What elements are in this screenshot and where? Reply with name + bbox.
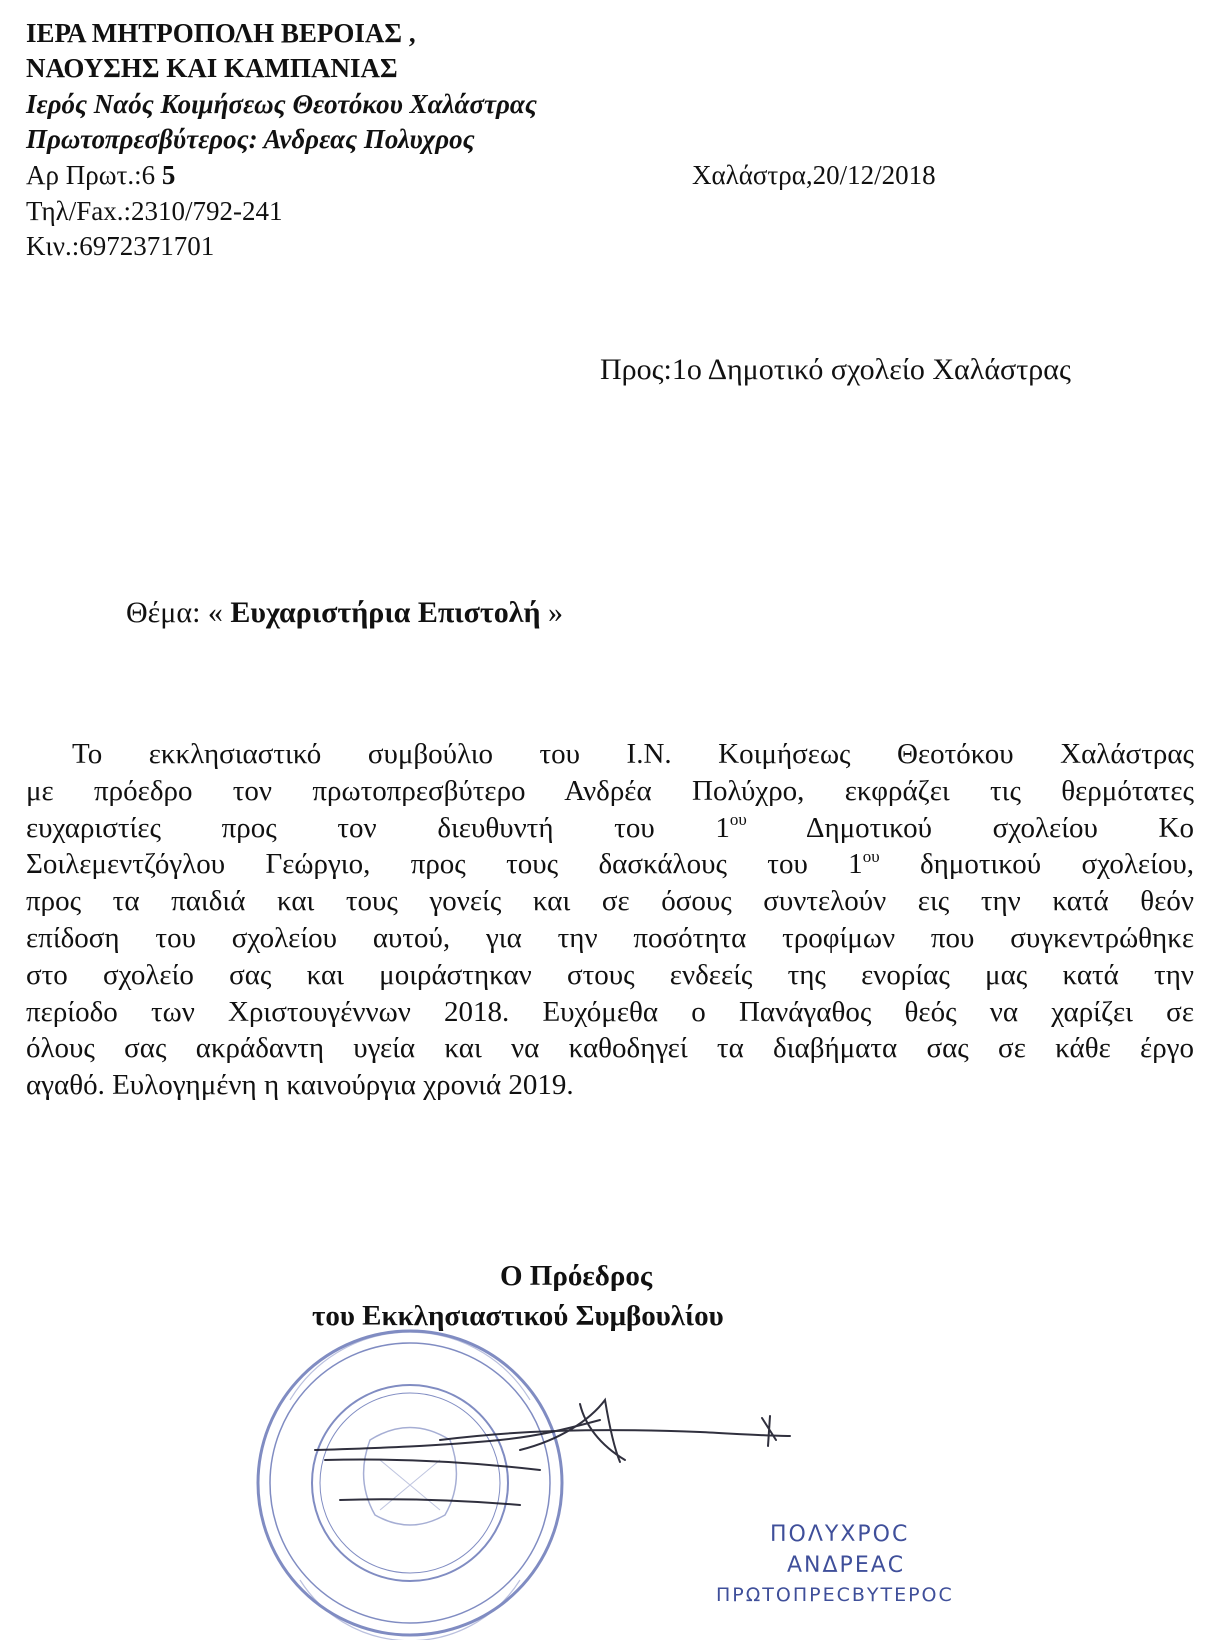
place-date: Χαλάστρα,20/12/2018 [692,160,936,190]
body-line: στο σχολείο σας και μοιράστηκαν στους ενδεείς της ενορίας μας κατά την [26,958,1194,991]
protocol-value: 5 [161,160,176,190]
seal-stamp [258,1331,562,1640]
subject-close: » [540,596,564,629]
stamp-rank: ΠΡΩΤΟΠΡΕCΒΥΤΕΡΟC [716,1584,954,1606]
metropolis-line-1: ΙΕΡΑ ΜΗΤΡΟΠΟΛΗ ΒΕΡΟΙΑΣ , [26,18,416,48]
subject-line [126,598,563,628]
signature-title-1: Ο Πρόεδρος [500,1260,653,1292]
body-line: Σοιλεμεντζόγλου Γεώργιο, προς τους δασκάλους του $1^{o\upsilon}$ δημοτικού σχολείου, [26,846,1195,881]
body-line: ευχαριστίες προς τον διευθυντή του $1^{o\upsilon}$ Δημοτικού σχολείου Κο [26,809,1194,844]
subject-title: Ευχαριστήρια Επιστολή [230,596,541,629]
body-line: προς τα παιδιά και τους γονείς και σε όσους συντελούν εις την κατά θεόν [26,885,1194,918]
stamp-surname: ΠΟΛΥΧΡΟC [770,1522,910,1547]
letter-body [26,736,1194,1104]
protocol-label: Αρ Πρωτ.:6 [26,160,162,190]
mobile-phone: Κιν.:6972371701 [26,231,215,261]
body-line: Το εκκλησιαστικό συμβούλιο του Ι.Ν. Κοιμήσεως Θεοτόκου Χαλάστρας [72,738,1194,770]
signature-title-2: του Εκκλησιαστικού Συμβουλίου [312,1300,724,1332]
body-line: όλους σας ακράδαντη υγεία και να καθοδηγεί τα διαβήματα σας σε κάθε έργο [26,1032,1194,1065]
body-line: επίδοση του σχολείου αυτού, για την ποσότητα τροφίμων που συγκεντρώθηκε [26,921,1194,954]
body-line: περίοδο των Χριστουγέννων 2018. Ευχόμεθα ο Πανάγαθος θεός να χαρίζει σε [26,995,1194,1028]
church-name: Ιερός Ναός Κοιμήσεως Θεοτόκου Χαλάστρας [26,89,537,119]
subject-label: Θέμα: « [126,596,231,629]
protocol-number [26,162,175,189]
recipient: Προς:1ο Δημοτικό σχολείο Χαλάστρας [600,353,1071,386]
handwritten-signature [315,1400,790,1505]
priest-name: Πρωτοπρεσβύτερος: Ανδρεας Πολυχρος [26,124,475,154]
body-line: με πρόεδρο τον πρωτοπρεσβύτερο Ανδρέα Πολύχρο, εκφράζει τις θερμότατες [26,774,1194,807]
body-line: αγαθό. Ευλογημένη η καινούργια χρονιά 2019. [26,1069,574,1102]
metropolis-line-2: ΝΑΟΥΣΗΣ ΚΑΙ ΚΑΜΠΑΝΙΑΣ [26,53,398,83]
phone-fax: Τηλ/Fax.:2310/792-241 [26,196,283,226]
stamp-firstname: ΑΝΔΡΕΑC [787,1553,906,1578]
